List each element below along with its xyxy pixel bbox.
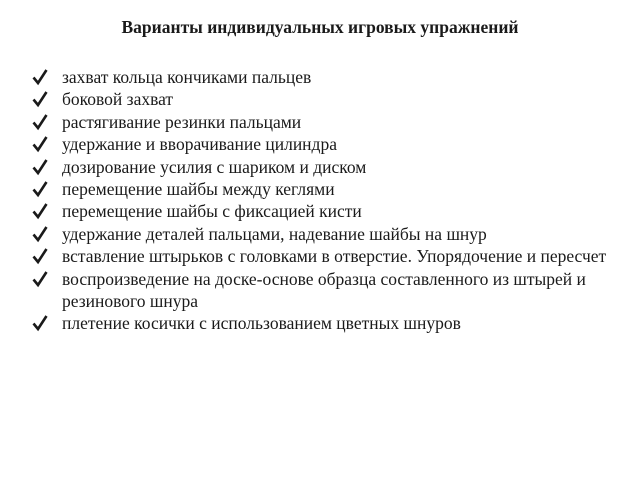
list-item-text: воспроизведение на доске-основе образца составленного из штырей и резинового шнура <box>62 268 586 312</box>
checkmark-icon <box>32 89 48 109</box>
list-item <box>32 178 622 200</box>
checkmark-icon <box>32 134 48 154</box>
list-item <box>32 200 622 222</box>
list-item <box>32 268 622 313</box>
list-item <box>32 133 622 155</box>
exercise-list <box>32 66 622 335</box>
checkmark-icon <box>32 313 48 333</box>
list-item <box>32 111 622 133</box>
list-item-text: плетение косички с использованием цветных шнуров <box>62 313 461 334</box>
checkmark-icon <box>32 112 48 132</box>
list-item <box>32 245 622 267</box>
checkmark-icon <box>32 179 48 199</box>
list-item <box>32 66 622 88</box>
list-item <box>32 312 622 334</box>
slide-title: Варианты индивидуальных игровых упражнений <box>121 17 519 37</box>
checkmark-icon <box>32 157 48 177</box>
list-item-text: удержание и вворачивание цилиндра <box>62 134 337 155</box>
list-item-text: перемещение шайбы с фиксацией кисти <box>62 201 362 222</box>
checkmark-icon <box>32 67 48 87</box>
list-item <box>32 156 622 178</box>
list-item-text: растягивание резинки пальцами <box>62 111 302 132</box>
list-item-text: перемещение шайбы между кеглями <box>62 179 335 200</box>
checkmark-icon <box>32 246 48 266</box>
list-item-text: захват кольца кончиками пальцев <box>62 67 312 87</box>
checkmark-icon <box>32 269 48 289</box>
list-item-text: вставление штырьков с головками в отверстие. Упорядочение и пересчет <box>62 246 607 267</box>
checkmark-icon <box>32 224 48 244</box>
checkmark-icon <box>32 201 48 221</box>
list-item-text: дозирование усилия с шариком и диском <box>62 156 367 177</box>
list-item <box>32 223 622 245</box>
list-item-text: боковой захват <box>62 89 174 110</box>
list-item <box>32 88 622 110</box>
list-item-text: удержание деталей пальцами, надевание шайбы на шнур <box>62 223 487 244</box>
